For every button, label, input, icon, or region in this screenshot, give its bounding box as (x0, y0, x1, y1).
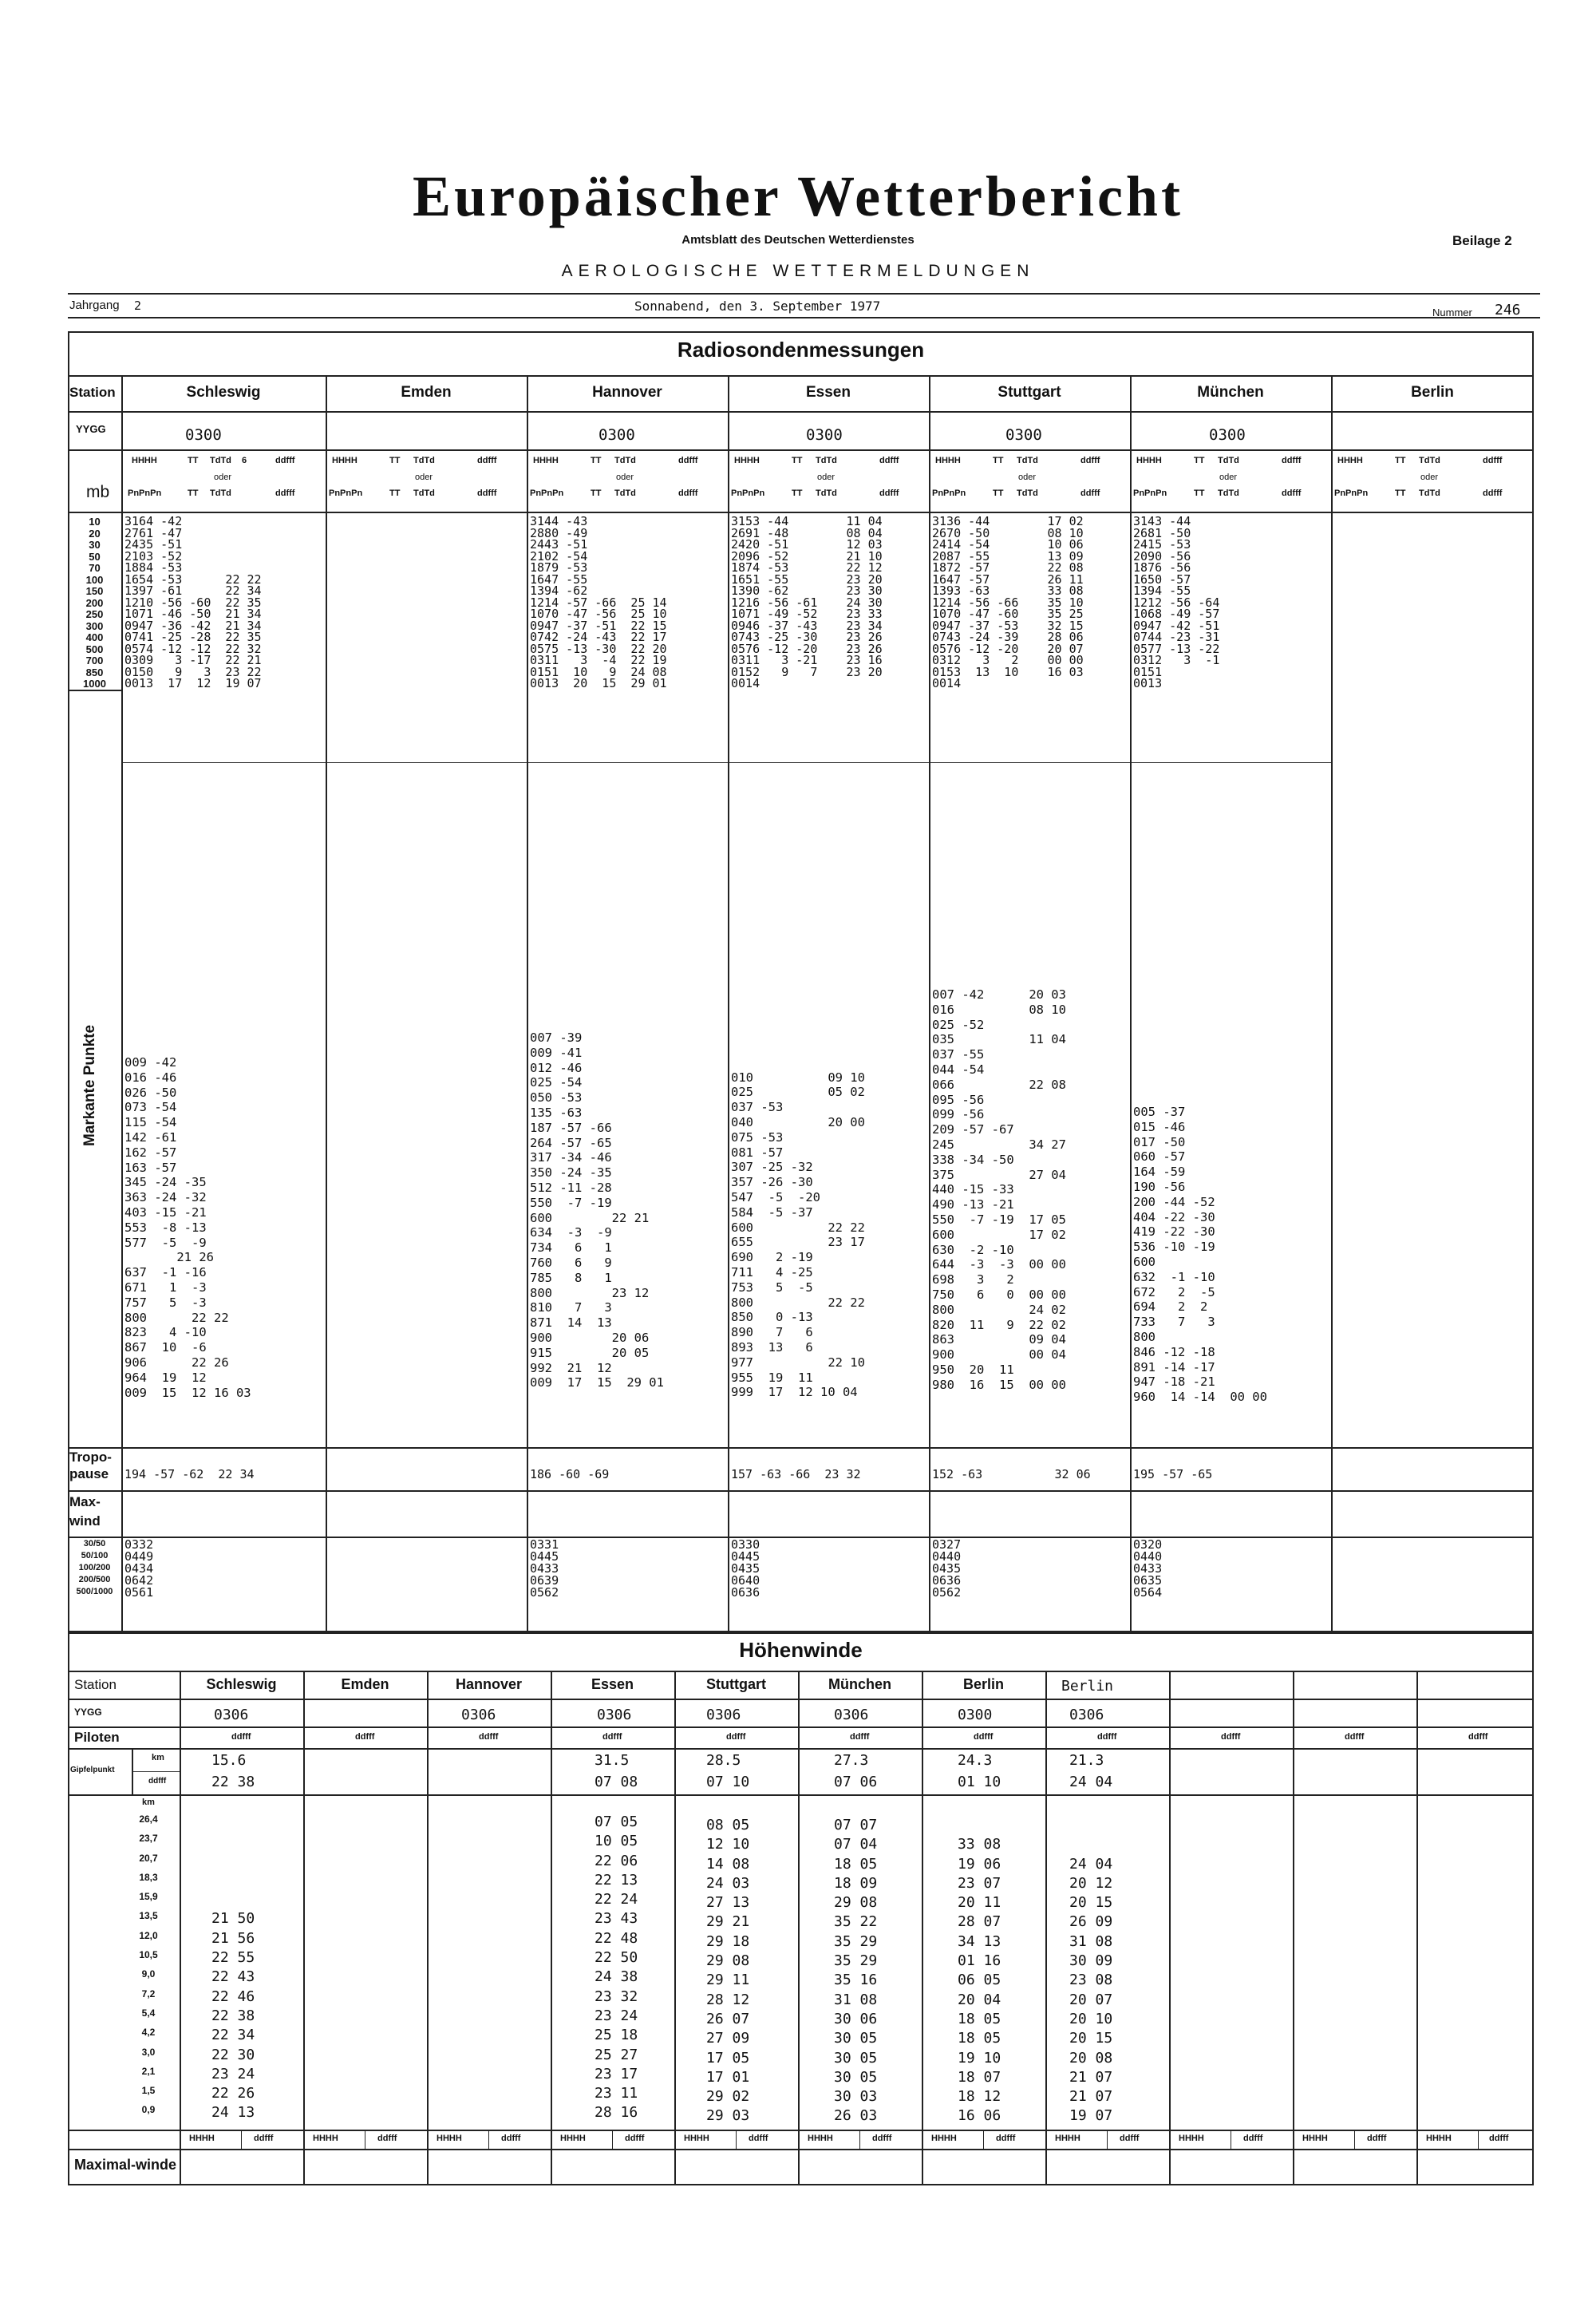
rule (1478, 2130, 1479, 2149)
section-title: AEROLOGISCHE WETTERMELDUNGEN (561, 262, 1035, 280)
maxwind-hannover: 0331 0445 0433 0639 0562 (530, 1537, 559, 1600)
rule (132, 1748, 133, 1794)
rule (68, 512, 1534, 513)
km-level-list (120, 1813, 177, 2124)
hw-yygg-berlin-typed: 0306 (1069, 1707, 1104, 1723)
markante-schleswig: 009 -42 016 -46 026 -50 073 -54 115 -54 142 -61 162 -57 163 -57 345 -24 -35 363 -24 -32 403 -15 -21 553 -8 -13 577 -5 -9 21 26 637 -1 -16 671 1 -3 757 5 -3 800 22 22 823 4 -10 867 10 -6 906 22 26 964 19 12 009 15 12 16 03 (124, 1055, 251, 1400)
gipfel-km-muenchen: 27.3 (834, 1752, 869, 1769)
maxwind-ddfff: ddfff (625, 2134, 645, 2143)
piloten-ddfff: ddfff (479, 1732, 499, 1742)
maxwind-level: 500/1000 (76, 1587, 113, 1596)
km-level: 18,3 (139, 1871, 158, 1883)
gipfel-km-berlin: 24.3 (958, 1752, 993, 1769)
level-data-hannover: 3144 -43 2880 -49 2443 -51 2102 -54 1879 -53 1647 -55 1394 -62 1214 -57 -66 25 14 1070 -47 -56 25 10 0947 -37 -51 22 15 0742 -24 -43 22 17 0575 -13 -30 22 20 0311 3 -4 22 19 0151 10 9 24 08 0013 20 15 29 01 (530, 514, 667, 690)
hw-piloten-label: Piloten (74, 1730, 120, 1745)
maxwind-level: 50/100 (81, 1551, 109, 1560)
hw-column-stuttgart: 08 05 12 10 14 08 24 03 27 13 29 21 29 18 29 08 29 11 28 12 26 07 27 09 17 05 17 01 29 02 29 03 (706, 1817, 750, 2125)
col-ddfff: ddfff (477, 456, 497, 465)
hw-station-hannover: Hannover (455, 1676, 523, 1692)
hw-station-emden: Emden (341, 1676, 389, 1692)
hw-station-schleswig: Schleswig (206, 1676, 277, 1692)
rule (1416, 1671, 1418, 2185)
maxwind-level: 30/50 (83, 1539, 106, 1548)
yygg-label: YYGG (76, 423, 106, 435)
col-tt: TT (993, 488, 1004, 498)
km-level: 0,9 (141, 2104, 156, 2116)
piloten-ddfff: ddfff (602, 1732, 622, 1742)
col-ddfff: ddfff (678, 456, 698, 465)
rule (68, 1748, 1534, 1750)
pressure-level: 300 (85, 619, 104, 632)
rule (241, 2130, 242, 2149)
maxwind-level-list (69, 1539, 120, 1599)
hw-column-schleswig: 21 50 21 56 22 55 22 43 22 46 22 38 22 34 22 30 23 24 22 26 24 13 (211, 1910, 255, 2122)
col-six: 6 (242, 456, 247, 465)
maxwind-essen: 0330 0445 0435 0640 0636 (731, 1537, 760, 1600)
rule (68, 1699, 1534, 1700)
hoehenwinde-caption: Höhenwinde (739, 1638, 863, 1662)
gipfel-km-schleswig: 15.6 (211, 1752, 247, 1769)
piloten-ddfff: ddfff (1221, 1732, 1241, 1742)
rule (68, 1794, 1534, 1796)
col-pnpnpn: PnPnPn (731, 488, 765, 498)
col-tdtd: TdTd (1419, 456, 1440, 465)
piloten-ddfff: ddfff (1097, 1732, 1117, 1742)
col-ddfff: ddfff (477, 488, 497, 498)
rule (1130, 375, 1132, 1632)
station-name-schleswig: Schleswig (186, 384, 261, 401)
pressure-level: 150 (85, 585, 104, 597)
hw-yygg-label: YYGG (74, 1707, 102, 1718)
pressure-level: 1000 (83, 678, 106, 690)
rule (929, 375, 930, 1632)
hw-yygg-essen: 0306 (597, 1707, 632, 1723)
km-level: 12,0 (139, 1929, 158, 1941)
maxwind-hhhh: HHHH (1426, 2134, 1452, 2143)
pressure-level: 400 (85, 631, 104, 643)
gipfel-ddfff-label: ddfff (148, 1777, 167, 1786)
col-ddfff: ddfff (1483, 488, 1503, 498)
pressure-level: 100 (85, 573, 104, 586)
km-level: 10,5 (139, 1949, 158, 1961)
maxwind-ddfff: ddfff (1367, 2134, 1387, 2143)
gipfel-km-stuttgart: 28.5 (706, 1752, 741, 1769)
hw-yygg-hannover: 0306 (461, 1707, 496, 1723)
tropopause-schleswig: 194 -57 -62 22 34 (124, 1467, 255, 1481)
gipfel-ddfff-berlin-typed: 24 04 (1069, 1774, 1113, 1790)
pressure-level-list (69, 516, 120, 690)
rule (427, 1671, 429, 2185)
maxwind-hhhh: HHHH (1179, 2134, 1204, 2143)
col-tdtd: TdTd (210, 456, 231, 465)
col-tt: TT (1395, 488, 1406, 498)
maxwind-schleswig: 0332 0449 0434 0642 0561 (124, 1537, 154, 1600)
level-data-stuttgart: 3136 -44 17 02 2670 -50 08 10 2414 -54 10 06 2087 -55 13 09 1872 -57 22 08 1647 -57 26 11 1393 -63 33 08 1214 -56 -66 35 10 1070 -47 -60 35 25 0947 -37 -53 32 15 0743 -24 -39 28 06 0576 -12 -20 20 07 0312 3 2 00 00 0153 13 10 16 03 0014 (932, 514, 1084, 690)
col-ddfff: ddfff (879, 488, 899, 498)
level-data-essen: 3153 -44 11 04 2691 -48 08 04 2420 -51 12 03 2096 -52 21 10 1874 -53 22 12 1651 -55 23 20 1390 -62 23 30 1216 -56 -61 24 30 1071 -49 -52 23 33 0946 -37 -43 23 34 0743 -25 -30 23 26 0576 -12 -20 23 26 0311 3 -21 23 16 0152 9 7 23 20 0014 (731, 514, 883, 690)
markante-essen: 010 09 10 025 05 02 037 -53 040 20 00 075 -53 081 -57 307 -25 -32 357 -26 -30 547 -5 -20 584 -5 -37 600 22 22 655 23 17 690 2 -19 711 4 -25 753 5 -5 800 22 22 850 0 -13 890 7 6 893 13 6 977 22 10 955 19 11 999 17 12 10 04 (731, 1070, 865, 1400)
maxwind-hhhh: HHHH (931, 2134, 957, 2143)
mb-label: mb (86, 483, 110, 501)
rule (1107, 2130, 1108, 2149)
col-tt: TT (591, 488, 602, 498)
col-tdtd: TdTd (614, 456, 636, 465)
rule (488, 2130, 489, 2149)
rule (728, 375, 729, 1632)
number-value: 246 (1495, 302, 1521, 318)
col-pnpnpn: PnPnPn (128, 488, 162, 498)
rule (121, 762, 1331, 763)
station-name-emden: Emden (401, 384, 452, 401)
col-tdtd: TdTd (413, 456, 435, 465)
supplement-label: Beilage 2 (1452, 233, 1512, 248)
rule (303, 1671, 305, 2185)
km-level: 20,7 (139, 1852, 158, 1864)
hw-station-berlin-typed: Berlin (1061, 1678, 1114, 1695)
col-ddfff: ddfff (275, 456, 295, 465)
col-ddfff: ddfff (1282, 488, 1302, 498)
rule (736, 2130, 737, 2149)
maxwind-hhhh: HHHH (684, 2134, 709, 2143)
piloten-ddfff: ddfff (850, 1732, 870, 1742)
rule (121, 375, 123, 1632)
col-oder: oder (415, 473, 433, 482)
pressure-level: 700 (85, 655, 104, 666)
col-tdtd: TdTd (614, 488, 636, 498)
hoehenwinde-table (68, 1632, 1534, 2185)
pressure-level: 850 (85, 666, 104, 678)
rule (922, 1671, 923, 2185)
col-tdtd: TdTd (1017, 456, 1038, 465)
level-data-muenchen: 3143 -44 2681 -50 2415 -53 2090 -56 1876 -56 1650 -57 1394 -55 1212 -56 -64 1068 -49 -57 0947 -42 -51 0744 -23 -31 0577 -13 -22 0312 3 -1 0151 0013 (1133, 514, 1220, 690)
col-hhhh: HHHH (1136, 456, 1162, 465)
hw-yygg-berlin: 0300 (958, 1707, 993, 1723)
col-tt: TT (792, 456, 803, 465)
yygg-essen: 0300 (806, 426, 843, 444)
col-oder: oder (1219, 473, 1238, 482)
station-label: Station (69, 385, 116, 400)
rule (983, 2130, 984, 2149)
col-tdtd: TdTd (1218, 456, 1239, 465)
rule (798, 1671, 800, 2185)
tropopause-muenchen: 195 -57 -65 (1133, 1467, 1213, 1481)
tropopause-label: Tropo-pause (69, 1450, 112, 1481)
piloten-ddfff: ddfff (974, 1732, 994, 1742)
rule (1169, 1671, 1171, 2185)
pressure-level: 20 (89, 527, 101, 540)
pressure-level: 70 (89, 562, 101, 574)
hw-yygg-muenchen: 0306 (834, 1707, 869, 1723)
station-name-muenchen: München (1197, 384, 1264, 401)
km-level: 3,0 (141, 2046, 156, 2058)
rule (69, 690, 121, 691)
yygg-hannover: 0300 (598, 426, 635, 444)
col-pnpnpn: PnPnPn (1334, 488, 1369, 498)
rule (68, 1447, 1534, 1449)
maxwind-label: Max-wind (69, 1494, 101, 1529)
hw-station-essen: Essen (591, 1676, 634, 1692)
gipfel-ddfff-essen: 07 08 (595, 1774, 638, 1790)
station-name-stuttgart: Stuttgart (998, 384, 1061, 401)
rule (68, 1490, 1534, 1492)
km-column-label: km (142, 1798, 155, 1807)
rule (1354, 2130, 1355, 2149)
publication-subtitle: Amtsblatt des Deutschen Wetterdienstes (681, 233, 915, 247)
yygg-muenchen: 0300 (1209, 426, 1246, 444)
gipfel-km-essen: 31.5 (595, 1752, 630, 1769)
km-level: 5,4 (141, 2007, 156, 2019)
hw-station-stuttgart: Stuttgart (706, 1676, 766, 1692)
km-level: 2,1 (141, 2065, 156, 2077)
col-tt: TT (188, 488, 199, 498)
col-pnpnpn: PnPnPn (932, 488, 966, 498)
pressure-level: 500 (85, 643, 104, 655)
hw-station-label: Station (74, 1677, 117, 1692)
maxwind-ddfff: ddfff (1120, 2134, 1140, 2143)
col-tdtd: TdTd (816, 488, 837, 498)
gipfel-ddfff-schleswig: 22 38 (211, 1774, 255, 1790)
header-rule-bottom (68, 317, 1540, 318)
number-label: Nummer (1432, 307, 1472, 318)
col-hhhh: HHHH (533, 456, 559, 465)
col-tdtd: TdTd (1017, 488, 1038, 498)
pressure-level: 250 (85, 608, 104, 620)
col-ddfff: ddfff (1080, 456, 1100, 465)
maxwind-hhhh: HHHH (189, 2134, 215, 2143)
gipfel-ddfff-stuttgart: 07 10 (706, 1774, 750, 1790)
maxwind-hhhh: HHHH (560, 2134, 586, 2143)
markante-muenchen: 005 -37 015 -46 017 -50 060 -57 164 -59 190 -56 200 -44 -52 404 -22 -30 419 -22 -30 536 -10 -19 600 632 -1 -10 672 2 -5 694 2 2 733 7 3 800 846 -12 -18 891 -14 -17 947 -18 -21 960 14 -14 00 00 (1133, 1104, 1267, 1405)
level-data-schleswig: 3164 -42 2761 -47 2435 -51 2103 -52 1884 -53 1654 -53 22 22 1397 -61 22 34 1210 -56 -60 22 35 1071 -46 -50 21 34 0947 -36 -42 21 34 0741 -25 -28 22 35 0574 -12 -12 22 32 0309 3 -17 22 21 0150 9 3 23 22 0013 17 12 19 07 (124, 514, 262, 690)
maxwind-ddfff: ddfff (377, 2134, 397, 2143)
maxwind-ddfff: ddfff (1243, 2134, 1263, 2143)
hw-column-berlin-typed: 24 04 20 12 20 15 26 09 31 08 30 09 23 08 20 07 20 10 20 15 20 08 21 07 21 07 19 07 (1069, 1855, 1113, 2125)
col-tdtd: TdTd (210, 488, 231, 498)
maximalwinde-label: Maximal-winde (74, 2157, 177, 2173)
header-rule-top (68, 293, 1540, 295)
col-tdtd: TdTd (413, 488, 435, 498)
col-oder: oder (214, 473, 232, 482)
station-name-hannover: Hannover (592, 384, 662, 401)
maxwind-hhhh: HHHH (808, 2134, 833, 2143)
col-pnpnpn: PnPnPn (1133, 488, 1167, 498)
rule (1045, 1671, 1047, 2185)
col-oder: oder (817, 473, 836, 482)
rule (132, 1771, 180, 1772)
hw-station-muenchen: München (828, 1676, 891, 1692)
col-tt: TT (1194, 488, 1205, 498)
radiosonde-caption: Radiosondenmessungen (677, 338, 925, 362)
maxwind-ddfff: ddfff (996, 2134, 1016, 2143)
piloten-ddfff: ddfff (231, 1732, 251, 1742)
maxwind-muenchen: 0320 0440 0433 0635 0564 (1133, 1537, 1163, 1600)
col-ddfff: ddfff (678, 488, 698, 498)
rule (68, 449, 1534, 451)
markante-punkte-label: Markante Punkte (81, 1024, 98, 1147)
rule (180, 1671, 181, 2185)
col-tt: TT (188, 456, 199, 465)
rule (527, 375, 528, 1632)
rule (551, 1671, 552, 2185)
maxwind-hhhh: HHHH (313, 2134, 338, 2143)
maxwind-hhhh: HHHH (1302, 2134, 1328, 2143)
col-ddfff: ddfff (879, 456, 899, 465)
gipfel-km-label: km (152, 1753, 164, 1762)
col-hhhh: HHHH (1337, 456, 1363, 465)
station-name-essen: Essen (806, 384, 851, 401)
rule (612, 2130, 613, 2149)
rule (68, 1726, 1534, 1728)
km-level: 23,7 (139, 1833, 158, 1845)
col-hhhh: HHHH (332, 456, 358, 465)
km-level: 1,5 (141, 2085, 156, 2097)
col-pnpnpn: PnPnPn (530, 488, 564, 498)
maxwind-stuttgart: 0327 0440 0435 0636 0562 (932, 1537, 962, 1600)
hw-column-berlin: 33 08 19 06 23 07 20 11 28 07 34 13 01 16 06 05 20 04 18 05 18 05 19 10 18 07 18 12 16 06 (958, 1836, 1001, 2125)
km-level: 15,9 (139, 1891, 158, 1903)
hw-station-berlin: Berlin (962, 1676, 1004, 1692)
col-tt: TT (993, 456, 1004, 465)
rule (68, 375, 1534, 377)
rule (68, 2130, 1534, 2131)
col-tt: TT (389, 488, 401, 498)
maxwind-level: 100/200 (78, 1563, 111, 1572)
maxwind-ddfff: ddfff (872, 2134, 892, 2143)
col-tdtd: TdTd (1419, 488, 1440, 498)
col-ddfff: ddfff (275, 488, 295, 498)
rule (68, 411, 1534, 413)
rule (68, 2149, 1534, 2150)
piloten-ddfff: ddfff (726, 1732, 746, 1742)
maxwind-ddfff: ddfff (1489, 2134, 1509, 2143)
km-level: 4,2 (141, 2027, 156, 2039)
km-level: 7,2 (141, 1988, 156, 1999)
col-tt: TT (389, 456, 401, 465)
pressure-level: 30 (89, 539, 101, 551)
hw-column-essen: 07 05 10 05 22 06 22 13 22 24 23 43 22 48 22 50 24 38 23 32 23 24 25 18 25 27 23 17 23 11 28 16 (595, 1813, 638, 2122)
tropopause-hannover: 186 -60 -69 (530, 1467, 610, 1481)
tropopause-stuttgart: 152 -63 32 06 (932, 1467, 1091, 1481)
markante-stuttgart: 007 -42 20 03 016 08 10 025 -52 035 11 04 037 -55 044 -54 066 22 08 095 -56 099 -56 209 -57 -67 245 34 27 338 -34 -50 375 27 04 440 -15 -33 490 -13 -21 550 -7 -19 17 05 600 17 02 630 -2 -10 644 -3 -3 00 00 698 3 2 750 6 0 00 00 800 24 02 820 11 9 22 02 863 09 04 900 00 04 950 20 11 980 16 15 00 00 (932, 987, 1066, 1392)
maxwind-ddfff: ddfff (749, 2134, 768, 2143)
piloten-ddfff: ddfff (355, 1732, 375, 1742)
col-ddfff: ddfff (1282, 456, 1302, 465)
pressure-level: 10 (89, 516, 101, 528)
markante-hannover: 007 -39 009 -41 012 -46 025 -54 050 -53 135 -63 187 -57 -66 264 -57 -65 317 -34 -46 350 -24 -35 512 -11 -28 550 -7 -19 600 22 21 634 -3 -9 734 6 1 760 6 9 785 8 1 800 23 12 810 7 3 871 14 13 900 20 06 915 20 05 992 21 12 009 17 15 29 01 (530, 1030, 664, 1390)
col-tdtd: TdTd (816, 456, 837, 465)
maxwind-hhhh: HHHH (1055, 2134, 1080, 2143)
maxwind-ddfff: ddfff (501, 2134, 521, 2143)
col-oder: oder (1018, 473, 1037, 482)
rule (326, 375, 327, 1632)
km-level: 9,0 (141, 1968, 156, 1980)
yygg-stuttgart: 0300 (1005, 426, 1042, 444)
tropopause-essen: 157 -63 -66 23 32 (731, 1467, 861, 1481)
col-oder: oder (1420, 473, 1439, 482)
rule (1331, 375, 1333, 1632)
piloten-ddfff: ddfff (1468, 1732, 1488, 1742)
pressure-level: 200 (85, 596, 104, 609)
yygg-schleswig: 0300 (185, 426, 222, 444)
gipfel-ddfff-berlin: 01 10 (958, 1774, 1001, 1790)
volume-value: 2 (134, 299, 142, 313)
rule (68, 1671, 1534, 1672)
col-tt: TT (792, 488, 803, 498)
gipfel-ddfff-muenchen: 07 06 (834, 1774, 878, 1790)
volume-label: Jahrgang (69, 299, 120, 312)
col-pnpnpn: PnPnPn (329, 488, 363, 498)
col-tt: TT (1395, 456, 1406, 465)
station-name-berlin: Berlin (1411, 384, 1454, 401)
gipfel-km-berlin-typed: 21.3 (1069, 1752, 1104, 1769)
col-tt: TT (591, 456, 602, 465)
col-tdtd: TdTd (1218, 488, 1239, 498)
km-level: 26,4 (139, 1813, 158, 1825)
rule (859, 2130, 860, 2149)
hw-column-muenchen: 07 07 07 04 18 05 18 09 29 08 35 22 35 29 35 29 35 16 31 08 30 06 30 05 30 05 30 05 30 03 26 03 (834, 1817, 878, 2125)
piloten-ddfff: ddfff (1345, 1732, 1365, 1742)
col-oder: oder (616, 473, 634, 482)
hw-yygg-stuttgart: 0306 (706, 1707, 741, 1723)
rule (1293, 1671, 1294, 2185)
col-hhhh: HHHH (935, 456, 961, 465)
rule (68, 1537, 1534, 1538)
col-ddfff: ddfff (1080, 488, 1100, 498)
col-hhhh: HHHH (132, 456, 157, 465)
pressure-level: 50 (89, 550, 101, 563)
issue-date: Sonnabend, den 3. September 1977 (634, 299, 881, 314)
col-tt: TT (1194, 456, 1205, 465)
maxwind-hhhh: HHHH (437, 2134, 462, 2143)
gipfelpunkt-label: Gipfelpunkt (70, 1766, 115, 1774)
hw-yygg-schleswig: 0306 (214, 1707, 249, 1723)
col-hhhh: HHHH (734, 456, 760, 465)
maxwind-level: 200/500 (78, 1575, 111, 1584)
page-title: Europäischer Wetterbericht (413, 164, 1183, 228)
rule (674, 1671, 676, 2185)
col-ddfff: ddfff (1483, 456, 1503, 465)
maxwind-ddfff: ddfff (254, 2134, 274, 2143)
km-level: 13,5 (139, 1910, 158, 1922)
